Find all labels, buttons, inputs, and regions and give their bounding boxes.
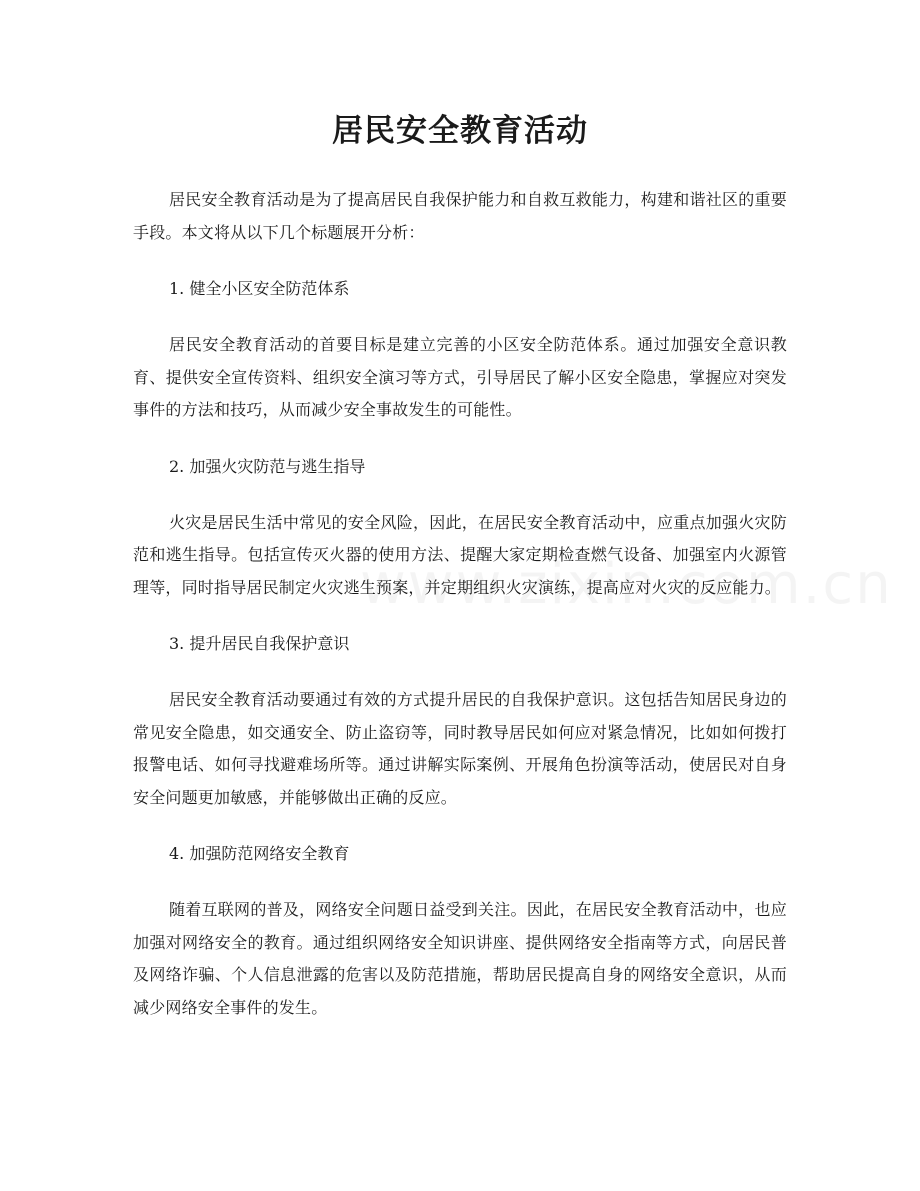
section-body-2: 火灾是居民生活中常见的安全风险，因此，在居民安全教育活动中，应重点加强火灾防范和逃生指导。包括宣传灭火器的使用方法、提醒大家定期检查燃气设备、加强室内火源管理等，同时指导居民制定火灾逃生预案，并定期组织火灾演练，提高应对火灾的反应能力。	[133, 512, 787, 597]
section-heading-4: 4. 加强防范网络安全教育	[169, 844, 350, 863]
document-body	[133, 184, 787, 1048]
section-body-3: 居民安全教育活动要通过有效的方式提升居民的自我保护意识。这包括告知居民身边的常见安全隐患，如交通安全、防止盗窃等，同时教导居民如何应对紧急情况，比如如何拨打报警电话、如何寻找避难场所等。通过讲解实际案例、开展角色扮演等活动，使居民对自身安全问题更加敏感，并能够做出正确的反应。	[133, 690, 787, 807]
section-body-4: 随着互联网的普及，网络安全问题日益受到关注。因此，在居民安全教育活动中，也应加强对网络安全的教育。通过组织网络安全知识讲座、提供网络安全指南等方式，向居民普及网络诈骗、个人信息泄露的危害以及防范措施，帮助居民提高自身的网络安全意识，从而减少网络安全事件的发生。	[133, 900, 787, 1017]
document-title: 居民安全教育活动	[332, 113, 588, 149]
section-body-1: 居民安全教育活动的首要目标是建立完善的小区安全防范体系。通过加强安全意识教育、提供安全宣传资料、组织安全演习等方式，引导居民了解小区安全隐患，掌握应对突发事件的方法和技巧，从而减少安全事故发生的可能性。	[133, 335, 787, 419]
section-heading-3: 3. 提升居民自我保护意识	[169, 634, 350, 653]
section-heading-2: 2. 加强火灾防范与逃生指导	[169, 456, 366, 476]
section-heading-1: 1. 健全小区安全防范体系	[169, 279, 350, 298]
intro-paragraph: 居民安全教育活动是为了提高居民自我保护能力和自救互救能力，构建和谐社区的重要手段。本文将从以下几个标题展开分析：	[133, 190, 787, 242]
